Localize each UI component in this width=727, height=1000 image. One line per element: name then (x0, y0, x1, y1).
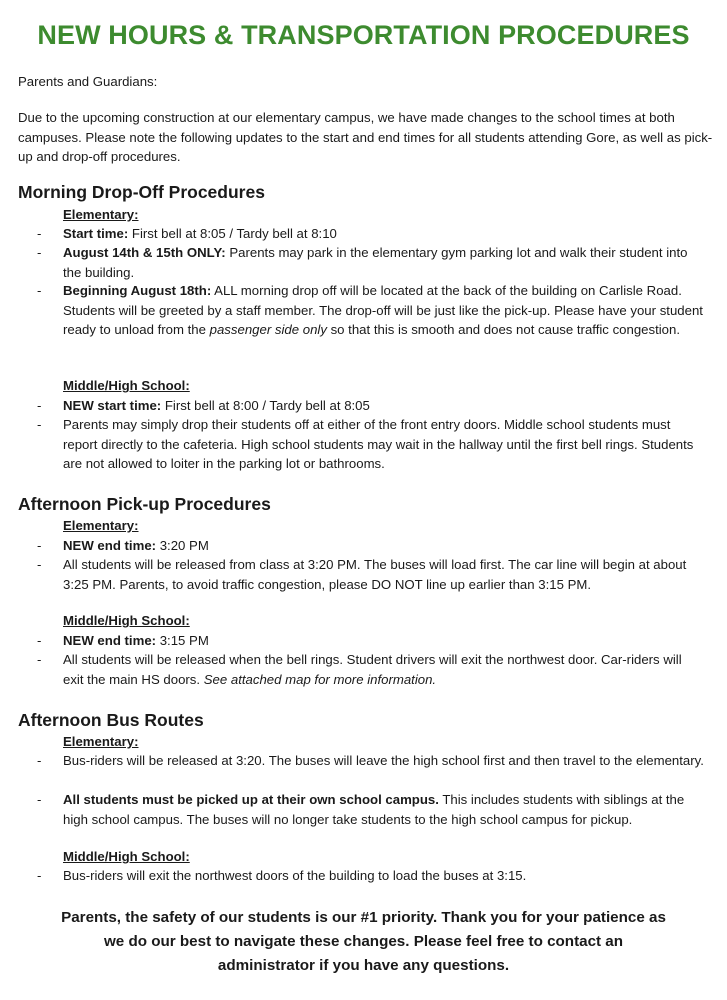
list-item (0, 415, 705, 474)
list-dash: - (37, 538, 42, 553)
list-item (0, 243, 705, 282)
item-text: so that this is smooth and does not cause traffic congestion. (326, 322, 681, 337)
list-dash: - (37, 557, 42, 572)
item-text: Bus-riders will be released at 3:20. The buses will leave the high school first and then travel to the elementary. (63, 753, 704, 768)
greeting: Parents and Guardians: (18, 74, 158, 89)
morning-heading: Morning Drop-Off Procedures (18, 182, 265, 202)
list-dash: - (37, 792, 42, 807)
list-item (0, 866, 705, 886)
item-emphasis: passenger side only (209, 322, 327, 337)
item-label: Start time: (63, 226, 129, 241)
morning-middle-label: Middle/High School: (63, 378, 190, 393)
list-item (0, 751, 705, 771)
item-text: 3:15 PM (156, 633, 209, 648)
list-dash: - (37, 652, 42, 667)
item-text: First bell at 8:00 / Tardy bell at 8:05 (161, 398, 370, 413)
list-item (0, 224, 705, 244)
morning-elementary-label: Elementary: (63, 207, 139, 222)
bus-heading: Afternoon Bus Routes (18, 710, 204, 730)
pickup-middle-label: Middle/High School: (63, 613, 190, 628)
closing-message: Parents, the safety of our students is our #1 priority. Thank you for your patience as we do our best to navigate these changes. Please feel free to contact an administrator if you have any questions. (61, 909, 666, 974)
pickup-heading: Afternoon Pick-up Procedures (18, 494, 271, 514)
list-item (0, 631, 705, 651)
list-dash: - (37, 868, 42, 883)
list-item (0, 650, 705, 689)
page-title: NEW HOURS & TRANSPORTATION PROCEDURES (37, 20, 690, 50)
list-item (0, 536, 705, 556)
list-item (0, 555, 705, 594)
list-dash: - (37, 245, 42, 260)
item-label: All students must be picked up at their own school campus. (63, 792, 439, 807)
item-emphasis: See attached map for more information. (203, 671, 437, 687)
list-item (0, 396, 705, 416)
item-text: Bus-riders will exit the northwest doors of the building to load the buses at 3:15. (63, 868, 527, 883)
item-label: Beginning August 18th: (63, 283, 212, 298)
bus-elementary-label: Elementary: (63, 734, 139, 749)
item-label: August 14th & 15th ONLY: (63, 245, 226, 260)
list-dash: - (37, 417, 42, 432)
list-dash: - (37, 226, 42, 241)
pickup-elementary-label: Elementary: (63, 518, 139, 533)
item-text: 3:20 PM (156, 538, 209, 553)
list-dash: - (37, 398, 42, 413)
list-dash: - (37, 633, 42, 648)
item-label: NEW start time: (63, 398, 162, 413)
item-text: All students will be released from class at 3:20 PM. The buses will load first. The car line will begin at about 3:25 PM. Parents, to avoid traffic congestion, please DO NOT line up earlier than 3:15 PM. (63, 557, 687, 592)
item-text: Parents may park in the elementary gym parking lot and walk their student into the building. (63, 245, 688, 280)
list-dash: - (37, 753, 42, 768)
item-text: ALL morning drop off will be located at the back of the building on Carlisle Road. Students will be greeted by a staff member. The drop-off will be just like the pick-up. Please have your student ready to unload from the (63, 283, 703, 337)
item-label: NEW end time: (63, 633, 157, 648)
intro-paragraph: Due to the upcoming construction at our elementary campus, we have made changes to the school times at both campuses. Please note the following updates to the start and end times for all students attending Gore, as well as pick-up and drop-off procedures. (18, 110, 713, 164)
bus-middle-label: Middle/High School: (63, 849, 190, 864)
list-dash: - (37, 283, 42, 298)
item-label: NEW end time: (63, 538, 157, 553)
item-text: This includes students with siblings at the high school campus. The buses will no longer take students to the high school campus for pickup. (63, 792, 685, 827)
item-text: Parents may simply drop their students off at either of the front entry doors. Middle school students must report directly to the cafeteria. High school students may wait in the hallway until the first bell rings. Students are not allowed to loiter in the parking lot or bathrooms. (63, 417, 694, 471)
item-text: All students will be released when the bell rings. Student drivers will exit the northwest door. Car-riders will exit the main HS doors. (63, 652, 682, 687)
list-item (0, 790, 705, 829)
item-text: First bell at 8:05 / Tardy bell at 8:10 (128, 226, 337, 241)
list-item (0, 281, 705, 340)
